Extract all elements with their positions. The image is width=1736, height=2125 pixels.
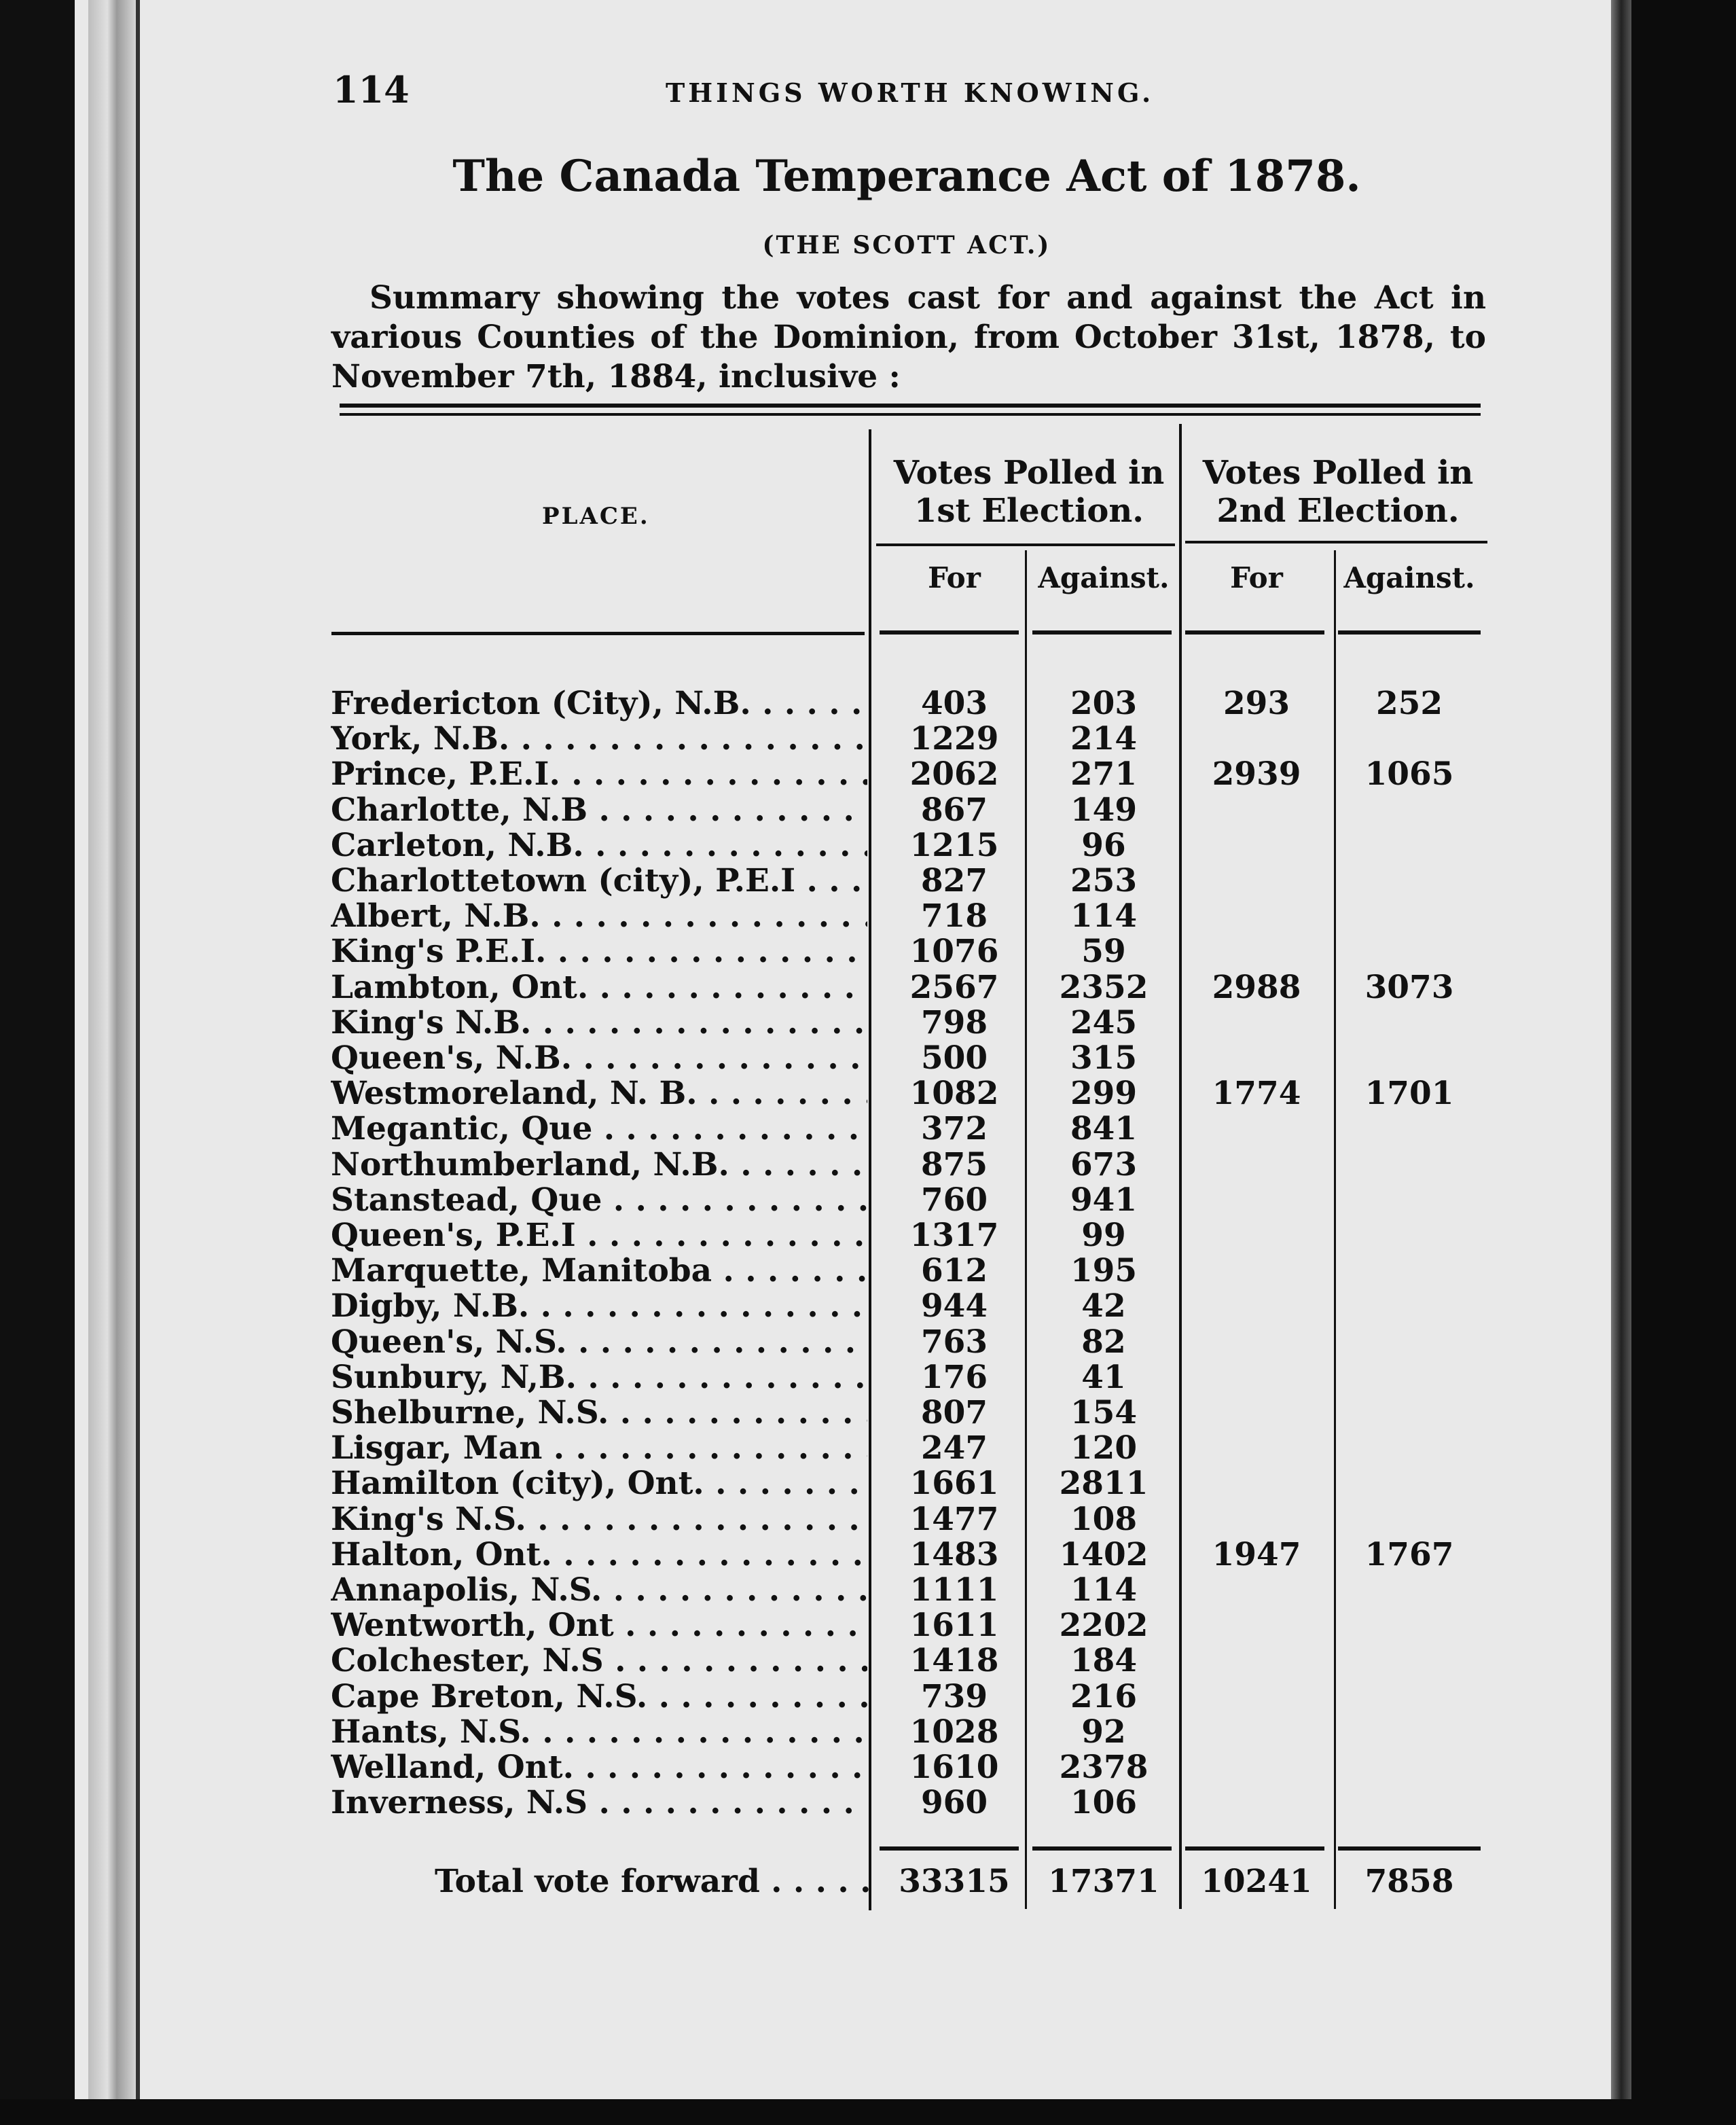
for-1-cell: 2062 — [909, 755, 999, 793]
place-cell: Fredericton (City), N.B. . . . — [331, 686, 867, 721]
table-row — [0, 1041, 1630, 1076]
scan-border — [1631, 0, 1736, 2125]
place-cell: Sunbury, N,B. . . . — [331, 1360, 867, 1395]
against-2-cell: 252 — [1375, 685, 1443, 722]
against-1-cell: 96 — [1081, 826, 1126, 864]
table-row — [0, 1643, 1630, 1679]
place-cell: King's P.E.I. . . . — [331, 934, 867, 969]
against-1-cell: 214 — [1070, 720, 1138, 758]
for-2-cell: 1774 — [1212, 1075, 1301, 1113]
place-cell: Marquette, Manitoba . . . — [331, 1253, 867, 1289]
table-row — [0, 1183, 1630, 1218]
for-1-cell: 960 — [920, 1784, 988, 1822]
against-1-cell: 92 — [1081, 1713, 1126, 1751]
for-1-cell: 1111 — [909, 1571, 999, 1609]
place-cell: Queen's, N.S. . . . — [331, 1325, 867, 1360]
against-1-cell: 195 — [1070, 1252, 1138, 1290]
table-row — [0, 1537, 1630, 1573]
against-1-cell: 2811 — [1059, 1465, 1149, 1503]
for-1-cell: 1229 — [909, 720, 999, 758]
against-header-1: Against. — [1038, 561, 1170, 594]
table-row — [0, 757, 1630, 792]
table-row — [0, 1005, 1630, 1041]
against-1-cell: 2202 — [1059, 1607, 1149, 1645]
against-1-cell: 2352 — [1059, 968, 1149, 1006]
header-rule-place — [331, 632, 865, 635]
against-1-cell: 106 — [1070, 1784, 1138, 1822]
for-1-cell: 403 — [920, 685, 988, 722]
place-cell: Albert, N.B. . . . — [331, 899, 867, 934]
against-1-cell: 315 — [1070, 1039, 1138, 1077]
page-subtitle: (THE SCOTT ACT.) — [762, 231, 1051, 260]
table-row — [0, 1466, 1630, 1501]
scan-border-bottom — [0, 2099, 1736, 2125]
header-rule-c2 — [1032, 630, 1172, 635]
place-cell: Stanstead, Que . . . — [331, 1183, 867, 1218]
for-2-cell: 1947 — [1212, 1535, 1301, 1573]
second-election-header-line1: Votes Polled in — [1202, 454, 1474, 492]
for-2-cell: 2988 — [1212, 968, 1301, 1006]
total-for-1: 33315 — [899, 1863, 1010, 1900]
place-cell: Northumberland, N.B. . . . — [331, 1147, 867, 1183]
for-1-cell: 500 — [920, 1039, 988, 1077]
total-against-1: 17371 — [1048, 1863, 1159, 1900]
total-against-2: 7858 — [1364, 1863, 1454, 1900]
for-1-cell: 1317 — [909, 1217, 999, 1254]
table-row — [0, 1395, 1630, 1431]
place-cell: Annapolis, N.S. . . . — [331, 1573, 867, 1608]
place-cell: Halton, Ont. . . . — [331, 1537, 867, 1573]
table-row — [0, 1325, 1630, 1360]
place-cell: Lambton, Ont. . . . — [331, 970, 867, 1005]
page-header — [333, 68, 1487, 115]
table-row — [0, 970, 1630, 1005]
table-row — [0, 934, 1630, 969]
against-1-cell: 216 — [1070, 1677, 1138, 1715]
for-1-cell: 612 — [920, 1252, 988, 1290]
total-label: Total vote forward . . . . . — [435, 1863, 871, 1900]
place-cell: Welland, Ont. . . . — [331, 1750, 867, 1785]
header-rule-c4 — [1338, 630, 1481, 635]
against-1-cell: 59 — [1081, 933, 1126, 971]
place-cell: Queen's, P.E.I . . . — [331, 1218, 867, 1253]
second-election-header-line2: 2nd Election. — [1216, 492, 1460, 530]
table-row — [0, 1608, 1630, 1643]
table-row — [0, 1218, 1630, 1253]
against-1-cell: 253 — [1070, 862, 1138, 899]
header-rule-c3 — [1185, 630, 1324, 635]
table-row — [0, 1431, 1630, 1466]
against-1-cell: 941 — [1070, 1181, 1138, 1219]
table-row — [0, 899, 1630, 934]
place-cell: King's N.S. . . . — [331, 1502, 867, 1537]
total-rule-c2 — [1032, 1846, 1172, 1851]
table-row — [0, 1076, 1630, 1111]
for-1-cell: 1215 — [909, 826, 999, 864]
table-row — [0, 1785, 1630, 1821]
total-row — [0, 1861, 1630, 1902]
second-election-header — [1185, 454, 1491, 530]
table-row — [0, 1715, 1630, 1750]
for-1-cell: 1483 — [909, 1535, 999, 1573]
place-cell: Hamilton (city), Ont. . . . — [331, 1466, 867, 1501]
for-1-cell: 1076 — [909, 933, 999, 971]
for-1-cell: 1418 — [909, 1642, 999, 1680]
against-1-cell: 120 — [1070, 1429, 1138, 1467]
against-2-cell: 1767 — [1364, 1535, 1454, 1573]
against-1-cell: 271 — [1070, 755, 1138, 793]
against-1-cell: 99 — [1081, 1217, 1126, 1254]
for-1-cell: 2567 — [909, 968, 999, 1006]
for-1-cell: 827 — [920, 862, 988, 899]
against-1-cell: 184 — [1070, 1642, 1138, 1680]
place-cell: York, N.B. . . . — [331, 721, 867, 757]
page-title: The Canada Temperance Act of 1878. — [452, 151, 1361, 202]
for-1-cell: 798 — [920, 1003, 988, 1041]
running-head: THINGS WORTH KNOWING. — [666, 77, 1155, 108]
against-1-cell: 42 — [1081, 1287, 1126, 1325]
table-row — [0, 721, 1630, 757]
table-row — [0, 828, 1630, 863]
against-1-cell: 114 — [1070, 1571, 1138, 1609]
against-2-cell: 3073 — [1364, 968, 1454, 1006]
against-1-cell: 203 — [1070, 685, 1138, 722]
place-cell: Lisgar, Man . . . — [331, 1431, 867, 1466]
place-cell: Prince, P.E.I. . . . — [331, 757, 867, 792]
place-cell: King's N.B. . . . — [331, 1005, 867, 1041]
against-1-cell: 154 — [1070, 1394, 1138, 1431]
place-cell: Shelburne, N.S. . . . — [331, 1395, 867, 1431]
place-cell: Colchester, N.S . . . — [331, 1643, 867, 1679]
place-cell: Digby, N.B. . . . — [331, 1289, 867, 1324]
place-cell: Inverness, N.S . . . — [331, 1785, 867, 1821]
place-cell: Carleton, N.B. . . . — [331, 828, 867, 863]
first-election-header — [876, 454, 1182, 530]
place-cell: Charlotte, N.B . . . — [331, 793, 867, 828]
place-cell: Queen's, N.B. . . . — [331, 1041, 867, 1076]
for-1-cell: 1611 — [909, 1607, 999, 1645]
for-1-cell: 1082 — [909, 1075, 999, 1113]
place-cell: Megantic, Que . . . — [331, 1111, 867, 1147]
place-cell: Cape Breton, N.S. . . . — [331, 1679, 867, 1715]
summary-paragraph — [331, 279, 1486, 397]
for-1-cell: 739 — [920, 1677, 988, 1715]
for-1-cell: 944 — [920, 1287, 988, 1325]
for-1-cell: 372 — [920, 1110, 988, 1148]
against-1-cell: 841 — [1070, 1110, 1138, 1148]
against-1-cell: 108 — [1070, 1500, 1138, 1538]
first-election-header-line1: Votes Polled in — [893, 454, 1165, 492]
against-2-cell: 1065 — [1364, 755, 1454, 793]
total-rule-c4 — [1338, 1846, 1481, 1851]
page-number: 114 — [333, 68, 410, 111]
group2-underline — [1185, 541, 1487, 543]
table-row — [0, 1679, 1630, 1715]
table-row — [0, 1502, 1630, 1537]
against-1-cell: 299 — [1070, 1075, 1138, 1113]
place-cell: Westmoreland, N. B. . . . — [331, 1076, 867, 1111]
for-1-cell: 718 — [920, 897, 988, 935]
against-header-2: Against. — [1343, 561, 1475, 594]
place-cell: Hants, N.S. . . . — [331, 1715, 867, 1750]
for-1-cell: 760 — [920, 1181, 988, 1219]
double-rule-top — [340, 404, 1481, 408]
against-1-cell: 82 — [1081, 1323, 1126, 1361]
table-row — [0, 1750, 1630, 1785]
place-cell: Charlottetown (city), P.E.I . . . — [331, 863, 867, 899]
table-row — [0, 686, 1630, 721]
for-1-cell: 875 — [920, 1145, 988, 1183]
table-row — [0, 1289, 1630, 1324]
table-row — [0, 1253, 1630, 1289]
table-row — [0, 1147, 1630, 1183]
total-rule-c1 — [880, 1846, 1019, 1851]
for-header-2: For — [1230, 561, 1283, 594]
place-column-header: PLACE. — [542, 503, 650, 530]
for-2-cell: 2939 — [1212, 755, 1301, 793]
against-1-cell: 149 — [1070, 791, 1138, 829]
summary-text: Summary showing the votes cast for and against the Act in various Counties of the Dominion, from October 31st, 1878, to November 7th, 1884, inclusive : — [331, 279, 1486, 395]
first-election-header-line2: 1st Election. — [914, 492, 1144, 530]
group1-underline — [876, 543, 1175, 546]
against-1-cell: 245 — [1070, 1003, 1138, 1041]
against-1-cell: 1402 — [1059, 1535, 1149, 1573]
for-1-cell: 1610 — [909, 1749, 999, 1786]
for-1-cell: 176 — [920, 1358, 988, 1396]
table-row — [0, 1573, 1630, 1608]
double-rule-bottom — [340, 413, 1481, 416]
table-row — [0, 793, 1630, 828]
against-1-cell: 673 — [1070, 1145, 1138, 1183]
for-2-cell: 293 — [1223, 685, 1290, 722]
for-1-cell: 807 — [920, 1394, 988, 1431]
total-for-2: 10241 — [1201, 1863, 1312, 1900]
against-1-cell: 2378 — [1059, 1749, 1149, 1786]
table-row — [0, 1111, 1630, 1147]
for-1-cell: 763 — [920, 1323, 988, 1361]
against-1-cell: 41 — [1081, 1358, 1126, 1396]
for-1-cell: 867 — [920, 791, 988, 829]
table-row — [0, 863, 1630, 899]
for-header-1: For — [928, 561, 981, 594]
place-cell: Wentworth, Ont . . . — [331, 1608, 867, 1643]
table-row — [0, 1360, 1630, 1395]
for-1-cell: 1028 — [909, 1713, 999, 1751]
for-1-cell: 247 — [920, 1429, 988, 1467]
header-rule-c1 — [880, 630, 1019, 635]
for-1-cell: 1661 — [909, 1465, 999, 1503]
against-1-cell: 114 — [1070, 897, 1138, 935]
total-rule-c3 — [1185, 1846, 1324, 1851]
for-1-cell: 1477 — [909, 1500, 999, 1538]
against-2-cell: 1701 — [1364, 1075, 1454, 1113]
